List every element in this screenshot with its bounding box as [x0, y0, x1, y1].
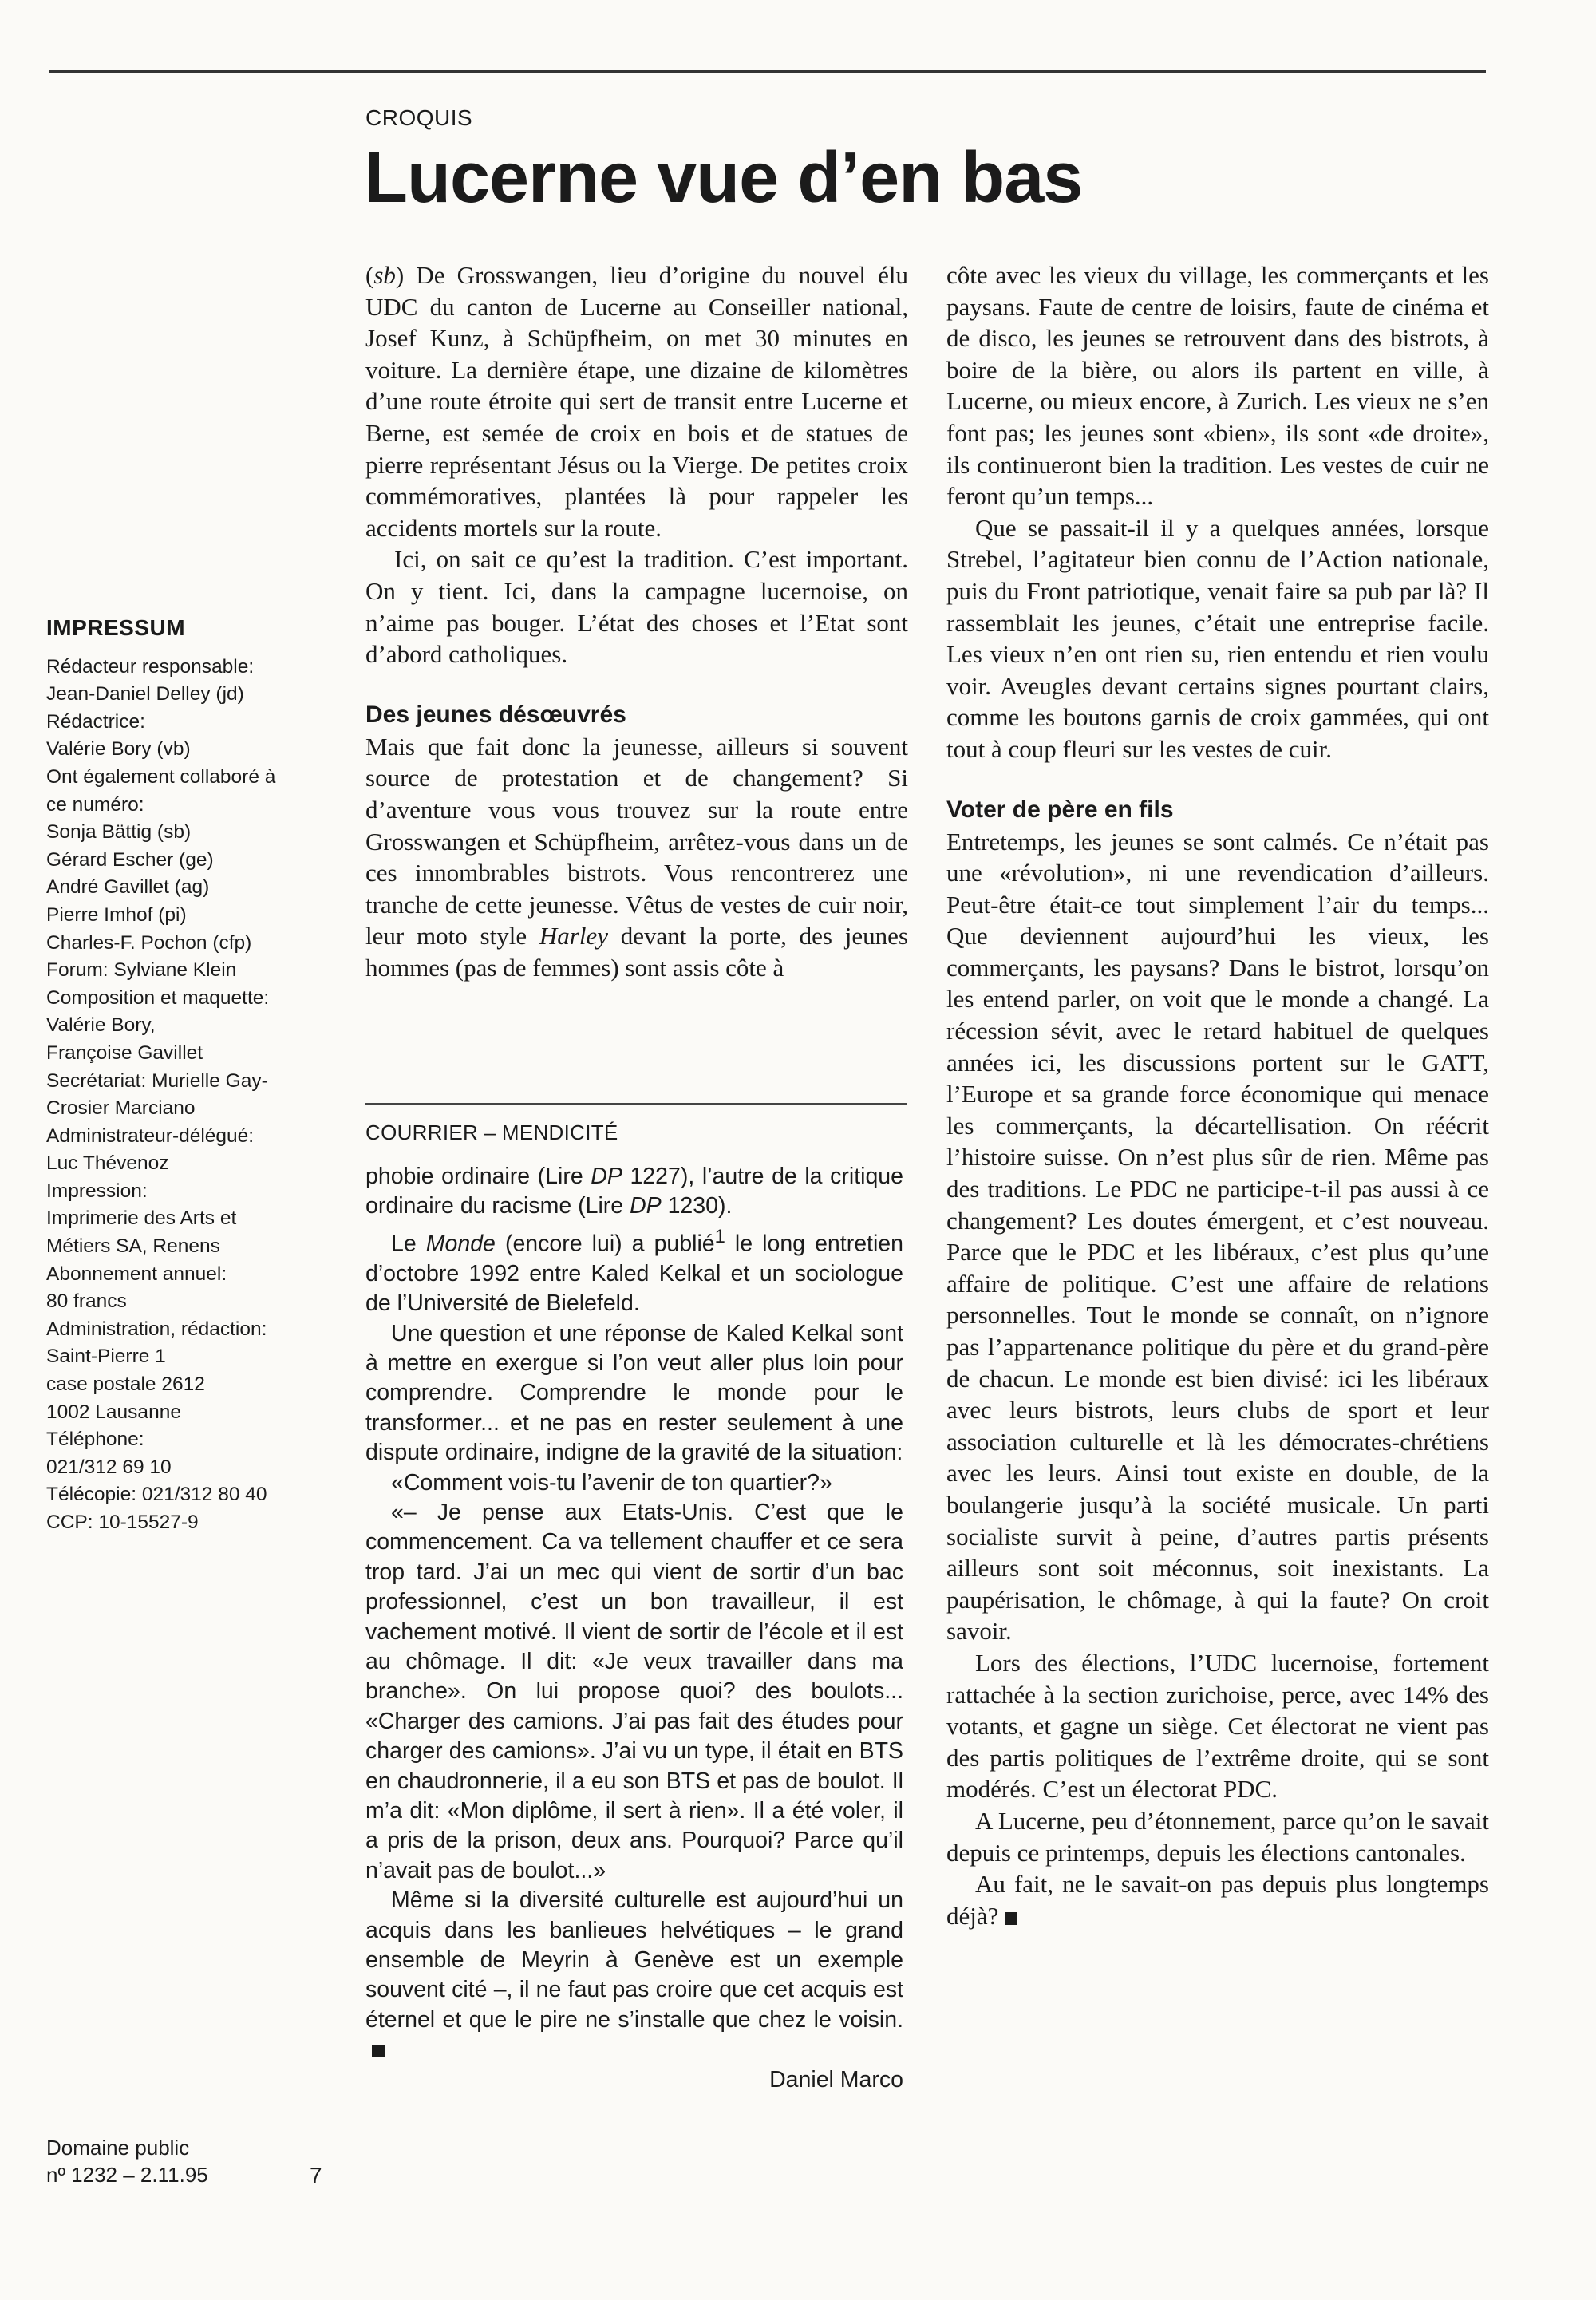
impressum-line: Pierre Imhof (pi)	[46, 903, 187, 926]
impressum-line: Luc Thévenoz	[46, 1152, 169, 1175]
top-rule	[49, 70, 1486, 73]
article-paragraph: Que se passait-il il y a quelques années, lorsque Strebel, l’agitateur bien connu de l’Action nationale, puis du Front patriotique, venait faire sa pub par là? Il rassemblait les jeunes, c’était une entreprise facile. Les vieux n’en ont rien su, rien entendu et rien voulu voir. Aveugles devant certains signes pourtant clairs, comme les boutons garnis de croix gammées, qui ont tout à coup fleuri sur les vestes de cuir.	[946, 513, 1489, 763]
issue-number: nº 1232 – 2.11.95	[46, 2163, 208, 2187]
article-paragraph: Mais que fait donc la jeunesse, ailleurs si souvent source de protestation et de changement? Si d’aventure vous vous trouvez sur la route entre Grosswangen et Schüpfheim, arrêtez-vous dans un de ces innombrables bistrots. Vous rencontrerez une tranche de cette jeunesse. Vêtus de vestes de cuir noir, leur moto style Harley devant la porte, des jeunes hommes (pas de femmes) sont assis côte à	[365, 732, 908, 982]
impressum-line: Composition et maquette:	[46, 986, 270, 1009]
courrier-paragraph: Le Monde (encore lui) a publié$^1$ le long entretien d’octobre 1992 entre Kaled Kelkal et un sociologue de l’Université de Bielefeld.	[365, 1225, 903, 1317]
impressum-line: Sonja Bättig (sb)	[46, 821, 192, 844]
impressum-line: Télécopie: 021/312 80 40	[46, 1484, 267, 1506]
page-number: 7	[310, 2163, 322, 2187]
courrier-column	[365, 1162, 903, 2095]
article-column-right	[946, 259, 1489, 1931]
impressum-line: Ont également collaboré à	[46, 765, 276, 788]
impressum-line: Valérie Bory (vb)	[46, 738, 191, 761]
article-paragraph: Ici, on sait ce qu’est la tradition. C’est important. On y tient. Ici, dans la campagne lucernoise, on n’aime pas bouger. L’état des choses et l’Etat sont d’abord catholiques.	[365, 545, 908, 669]
impressum-line: Charles-F. Pochon (cfp)	[46, 931, 252, 954]
impressum-line: Administrateur-délégué:	[46, 1124, 255, 1147]
impressum-line: Abonnement annuel:	[46, 1263, 227, 1285]
impressum-line: case postale 2612	[46, 1373, 205, 1396]
section-heading: Des jeunes désœuvrés	[365, 701, 626, 728]
impressum-line: Secrétariat: Murielle Gay-	[46, 1069, 268, 1092]
article-kicker: CROQUIS	[365, 105, 473, 130]
courrier-paragraph: Même si la diversité culturelle est aujourd’hui un acquis dans les banlieues helvétiques – le grand ensemble de Meyrin à Genève est un exemple souvent cité –, il ne faut pas croire que cet acquis est éternel et que le pire ne s’installe que chez le voisin.	[365, 1886, 903, 2065]
impressum-line: Forum: Sylviane Klein	[46, 959, 237, 982]
impressum-line: CCP: 10-15527-9	[46, 1512, 199, 1533]
article-paragraph: (sb) De Grosswangen, lieu d’origine du nouvel élu UDC du canton de Lucerne au Conseiller national, Josef Kunz, à Schüpfheim, on met 30 minutes en voiture. La dernière étape, une dizaine de kilomètres d’une route étroite qui sert de transit entre Lucerne et Berne, est semée de croix en bois et de statues de pierre représentant Jésus ou la Vierge. De petites croix commémoratives, plantées là pour rappeler les accidents mortels sur la route.	[365, 261, 908, 542]
courrier-paragraph: «Comment vois-tu l’avenir de ton quartier?»	[391, 1469, 832, 1496]
article-column-middle	[365, 259, 908, 983]
impressum-line: Administration, rédaction:	[46, 1318, 267, 1340]
impressum-line: Imprimerie des Arts et	[46, 1207, 237, 1230]
impressum-line: 80 francs	[46, 1290, 127, 1313]
end-mark-icon	[1005, 1912, 1017, 1925]
impressum-line: André Gavillet (ag)	[46, 876, 210, 899]
impressum-title: IMPRESSUM	[46, 615, 186, 640]
impressum-line: Crosier Marciano	[46, 1097, 196, 1120]
impressum-line: Françoise Gavillet	[46, 1041, 203, 1064]
impressum-lines	[46, 654, 334, 1537]
impressum-line: Rédacteur responsable:	[46, 655, 255, 678]
impressum-line: Métiers SA, Renens	[46, 1235, 220, 1258]
impressum-line: Valérie Bory,	[46, 1014, 156, 1037]
article-paragraph: côte avec les vieux du village, les commerçants et les paysans. Faute de centre de loisirs, faute de cinéma et de disco, les jeunes se retrouvent dans des bistrots, à boire de la bière, ou alors ils partent en ville, à Lucerne, ou mieux encore, à Zurich. Les vieux ne s’en font pas; les jeunes sont «bien», ils sont «de droite», ils continueront bien la tradition. Les vestes de cuir ne feront qu’un temps...	[946, 261, 1489, 511]
author-initials: sb	[373, 261, 396, 289]
courrier-kicker: COURRIER – MENDICITÉ	[365, 1120, 618, 1144]
article-paragraph: Au fait, ne le savait-on pas depuis plus longtemps déjà?	[946, 1870, 1489, 1930]
impressum-line: 1002 Lausanne	[46, 1401, 181, 1423]
end-mark-icon	[372, 2045, 385, 2057]
signature: Daniel Marco	[769, 2066, 903, 2093]
impressum-line: 021/312 69 10	[46, 1456, 172, 1478]
section-heading: Voter de père en fils	[946, 796, 1174, 823]
article-paragraph: Entretemps, les jeunes se sont calmés. Ce n’était pas une «révolution», ni une revendication d’ailleurs. Peut-être était-ce tout simplement l’air du temps... Que deviennent aujourd’hui les vieux, les commerçants, les paysans? Dans le bistrot, lorsqu’on les entend parler, on voit que le monde a changé. La récession sévit, avec le retard habituel de quelques années ici, les discussions portent sur le GATT, l’Europe et sa grande force économique qui menace les commerçants, la décartellisation. On réécrit l’histoire suisse. On n’est plus sûr de rien. Même pas des traditions. Le PDC ne participe-t-il pas aussi à ce changement? Les doutes émergent, et c’est nouveau. Parce que le PDC et les libéraux, c’est plus qu’une affaire de politique. C’est une affaire de relations personnelles. Tout le monde se connaît, on n’ignore pas l’appartenance politique du père et du grand-père de chacun. Le monde est bien divisé: ici les libéraux avec leurs bistrots, leurs clubs de sport et leur association culturelle et là les démocrates-chrétiens avec les leurs. Ainsi tout existe en double, de la boulangerie jusqu’à la société musicale. Un parti socialiste survit à peine, d’autres partis présents ailleurs sont soit méconnus, soit inexistants. La paupérisation, le chômage, à qui la faute? On croit savoir.	[946, 827, 1489, 1646]
section-divider	[365, 1103, 907, 1105]
courrier-paragraph: «– Je pense aux Etats-Unis. C’est que le commencement. Ca va tellement chauffer et ce sera trop tard. J’ai un mec qui vient de sortir d’un bac professionnel, c’est un bon travailleur, il est vachement motivé. Il vient de sortir de l’école et il est au chômage. Il dit: «Je veux travailler dans ma branche». On lui propose quoi? des boulots... «Charger des camions. J’ai pas fait des études pour charger des camions». J’ai vu un type, il était en BTS en chaudronnerie, il a eu son BTS et pas de boulot. Il m’a dit: «Mon diplôme, il sert à rien». Il a été voler, il a pris de la prison, deux ans. Pourquoi? Parce qu’il n’avait pas de boulot...»	[365, 1499, 903, 1883]
impressum-box	[46, 615, 334, 1537]
publication-name: Domaine public	[46, 2136, 190, 2160]
impressum-line: Jean-Daniel Delley (jd)	[46, 683, 244, 705]
courrier-paragraph: phobie ordinaire (Lire DP 1227), l’autre de la critique ordinaire du racisme (Lire DP 1230).	[365, 1164, 903, 1219]
impressum-line: ce numéro:	[46, 793, 144, 816]
impressum-line: Rédactrice:	[46, 710, 145, 733]
article-title: Lucerne vue d’en bas	[364, 138, 1083, 218]
footer	[46, 2134, 208, 2188]
impressum-line: Saint-Pierre 1	[46, 1346, 166, 1368]
impressum-line: Téléphone:	[46, 1429, 144, 1451]
footnote-marker: 1	[714, 1225, 725, 1247]
article-paragraph: A Lucerne, peu d’étonnement, parce qu’on le savait depuis ce printemps, depuis les élections cantonales.	[946, 1806, 1489, 1867]
impressum-line: Gérard Escher (ge)	[46, 848, 214, 871]
article-paragraph: Lors des élections, l’UDC lucernoise, fortement rattachée à la section zurichoise, perce, avec 14% des votants, et gagne un siège. Cet électorat ne vient pas des partis politiques de l’extrême droite, qui se sont modérés. C’est un électorat PDC.	[946, 1648, 1489, 1804]
impressum-line: Impression:	[46, 1180, 148, 1202]
courrier-paragraph: Une question et une réponse de Kaled Kelkal sont à mettre en exergue si l’on veut aller plus loin pour comprendre. Comprendre le monde pour le transformer... et ne pas en rester seulement à une dispute ordinaire, indigne de la gravité de la situation:	[365, 1320, 903, 1466]
